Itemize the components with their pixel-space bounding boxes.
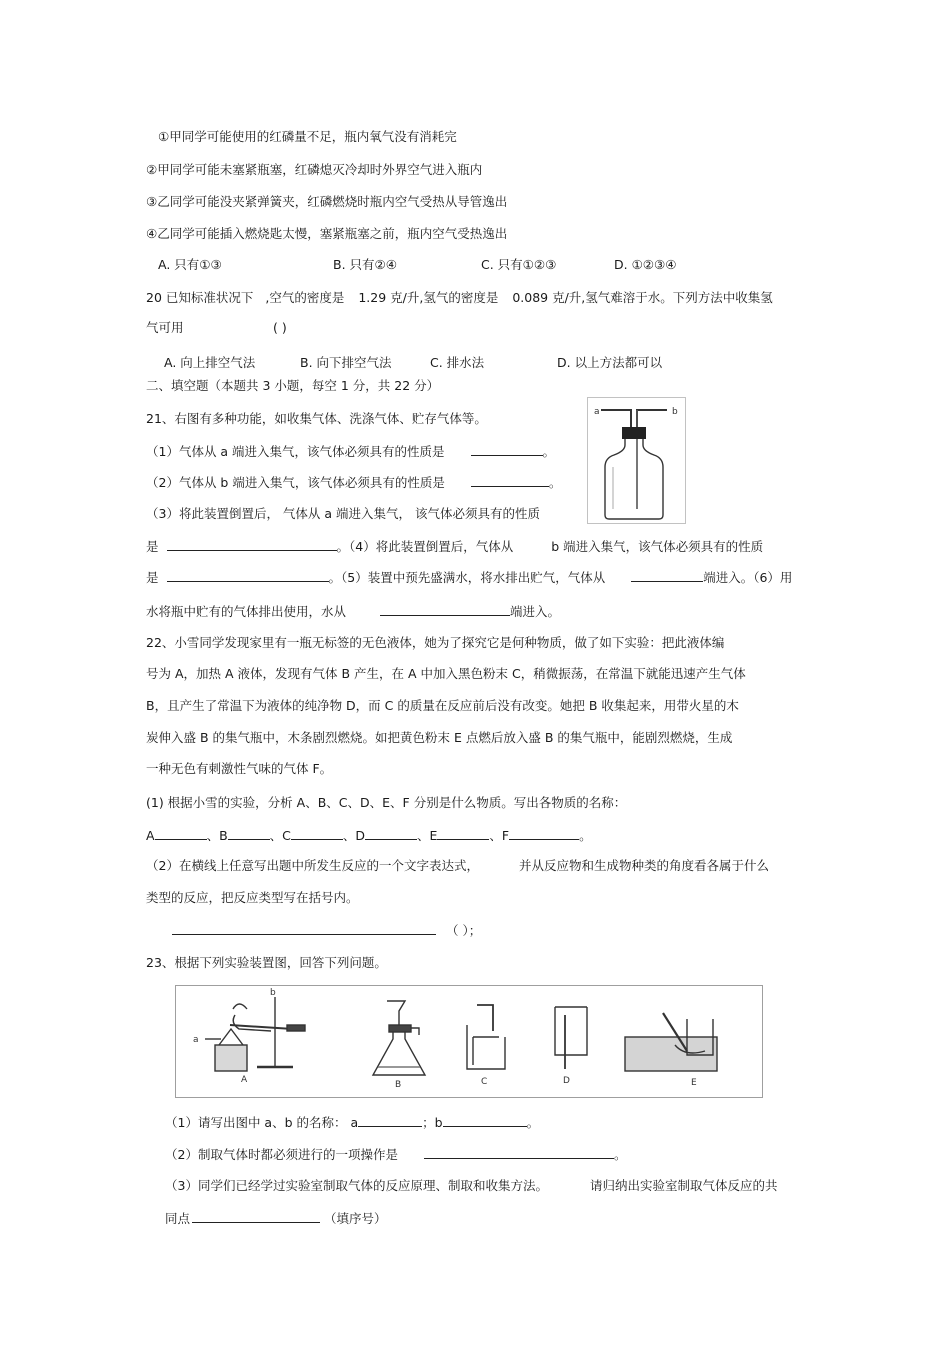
q23-blank-common[interactable] — [192, 1210, 320, 1223]
q23-part-1-b: ；b — [422, 1115, 443, 1130]
q22-names-row — [146, 827, 592, 844]
q22-blank-d[interactable] — [365, 827, 417, 840]
q21-part-6-text: 水将瓶中贮有的气体排出使用，水从 — [146, 604, 347, 619]
q22-part-2-text-a: （2）在横线上任意写出题中所发生反应的一个文字表达式， — [146, 858, 479, 873]
q23-stem: 23、根据下列实验装置图，回答下列问题。 — [146, 955, 387, 970]
q22-line-1: 22、小雪同学发现家里有一瓶无标签的无色液体，她为了探究它是何种物质，做了如下实验：把此液体编 — [146, 635, 725, 650]
q23-part-1 — [165, 1114, 539, 1131]
q20-option-c: C. 排水法 — [430, 355, 485, 370]
q20-option-d: D. 以上方法都可以 — [557, 355, 663, 370]
q22-line-2: 号为 A，加热 A 液体，发现有气体 B 产生，在 A 中加入黑色粉末 C，稍微振荡，在常温下就能迅速产生气体 — [146, 666, 746, 681]
apparatus-label-D: D — [563, 1076, 570, 1086]
q22-reaction-type-paren: （ ）； — [445, 923, 482, 938]
q21-part-6-end: 端进入。 — [510, 604, 561, 619]
gas-bottle-label-a: a — [594, 407, 600, 417]
q22-line-5: 一种无色有刺激性气味的气体 F。 — [146, 761, 333, 776]
q22-label-b: 、B — [206, 828, 228, 843]
section-2-heading: 二、填空题（本题共 3 小题，每空 1 分，共 22 分） — [146, 378, 440, 393]
q20-part-1: 20 已知标准状况下 — [146, 290, 254, 305]
q21-blank-1[interactable] — [471, 443, 543, 456]
q22-part-2-cont: 类型的反应，把反应类型写在括号内。 — [146, 890, 359, 905]
q22-label-d: 、D — [342, 828, 366, 843]
q22-line-3: B，且产生了常温下为液体的纯净物 D，而 C 的质量在反应前后没有改变。她把 B 收集起来，用带火星的木 — [146, 698, 739, 713]
q21-blank-2[interactable] — [471, 474, 549, 487]
q22-line-4: 炭伸入盛 B 的集气瓶中，木条剧烈燃烧。如把黄色粉末 E 点燃后放入盛 B 的集气瓶中，能剧烈燃烧，生成 — [146, 730, 733, 745]
q21-part-4-cont — [146, 569, 792, 586]
q20-part-2: ,空气的密度是 — [265, 290, 345, 305]
q22-blank-a[interactable] — [155, 827, 207, 840]
apparatus-figure — [175, 985, 763, 1098]
q21-part-1-text: （1）气体从 a 端进入集气，该气体必须具有的性质是 — [146, 444, 445, 459]
q23-part-3-cont — [165, 1210, 387, 1227]
q21-part-4-text: 。（4）将此装置倒置后，气体从 — [336, 539, 514, 554]
q23-part-2-end: 。 — [613, 1147, 627, 1162]
q23-blank-a[interactable] — [358, 1114, 422, 1127]
q19-option-c: C. 只有①②③ — [481, 257, 557, 272]
q22-part-1: (1) 根据小雪的实验，分析 A、B、C、D、E、F 分别是什么物质。写出各物质的名称： — [146, 795, 627, 810]
q22-names-end: 。 — [579, 828, 592, 843]
q21-part-5-text-b: 端进入。（6）用 — [703, 570, 793, 585]
q21-blank-4[interactable] — [167, 569, 329, 582]
q23-part-3 — [165, 1178, 777, 1194]
q23-part-3-hint: （填序号） — [324, 1211, 387, 1226]
q19-option-b: B. 只有②④ — [333, 257, 397, 272]
q23-blank-b[interactable] — [443, 1114, 527, 1127]
q21-stem: 21、右图有多种功能，如收集气体、洗涤气体、贮存气体等。 — [146, 411, 487, 426]
q20-part-3: 1.29 克/升,氢气的密度是 — [358, 290, 499, 305]
apparatus-label-small-b: b — [270, 988, 276, 998]
q23-part-3-label: 同点 — [165, 1211, 191, 1226]
q21-part-4-text-b: b 端进入集气，该气体必须具有的性质 — [551, 539, 764, 554]
q21-blank-3[interactable] — [167, 538, 337, 551]
q23-part-2 — [165, 1146, 626, 1163]
q23-part-1-end: 。 — [526, 1115, 540, 1130]
q23-part-2-text: （2）制取气体时都必须进行的一项操作是 — [165, 1147, 398, 1162]
q22-blank-c[interactable] — [291, 827, 343, 840]
q22-part-2-text-b: 并从反应物和生成物种类的角度看各属于什么 — [518, 858, 769, 873]
q21-blank-6[interactable] — [380, 603, 510, 616]
q22-part-2 — [146, 858, 769, 874]
q21-period-2: 。 — [548, 475, 562, 490]
q22-equation-blank[interactable] — [172, 922, 436, 935]
apparatus-label-B: B — [395, 1080, 402, 1090]
q19-statement-2: ②甲同学可能未塞紧瓶塞，红磷熄灭冷却时外界空气进入瓶内 — [146, 162, 483, 177]
q19-statement-1: ①甲同学可能使用的红磷量不足，瓶内氧气没有消耗完 — [158, 129, 457, 144]
q23-part-3-text-b: 请归纳出实验室制取气体反应的共 — [589, 1178, 778, 1193]
q21-part-3: （3）将此装置倒置后， 气体从 a 端进入集气， 该气体必须具有的性质 — [146, 506, 541, 521]
apparatus-label-C: C — [481, 1077, 488, 1087]
q23-part-3-text-a: （3）同学们已经学过实验室制取气体的反应原理、制取和收集方法。 — [165, 1178, 548, 1193]
apparatus-label-E: E — [691, 1078, 697, 1088]
q23-part-1-text: （1）请写出图中 a、b 的名称： a — [165, 1115, 359, 1130]
q20-option-a: A. 向上排空气法 — [164, 355, 256, 370]
gas-bottle-figure — [587, 397, 686, 524]
q19-statement-3: ③乙同学可能没夹紧弹簧夹，红磷燃烧时瓶内空气受热从导管逸出 — [146, 194, 508, 209]
q21-part-5-text: 。（5）装置中预先盛满水，将水排出贮气，气体从 — [328, 570, 606, 585]
q20-answer-paren: ( ) — [273, 320, 287, 335]
apparatus-label-small-a: a — [193, 1035, 199, 1045]
q22-label-e: 、E — [417, 828, 438, 843]
q22-blank-f[interactable] — [509, 827, 579, 840]
q19-statement-4: ④乙同学可能插入燃烧匙太慢，塞紧瓶塞之前，瓶内空气受热逸出 — [146, 226, 508, 241]
q21-part-2-text: （2）气体从 b 端进入集气，该气体必须具有的性质是 — [146, 475, 445, 490]
gas-bottle-label-b: b — [672, 407, 678, 417]
q21-part-2 — [146, 474, 561, 491]
apparatus-label-A: A — [241, 1075, 248, 1085]
q22-blank-b[interactable] — [228, 827, 270, 840]
q20-part-4: 0.089 克/升,氢气难溶于水。下列方法中收集氢 — [512, 290, 773, 305]
q22-label-f: 、F — [489, 828, 510, 843]
q23-blank-operation[interactable] — [424, 1146, 614, 1159]
q22-equation-row — [172, 922, 481, 939]
q21-period-1: 。 — [542, 444, 556, 459]
q22-label-c: 、C — [269, 828, 291, 843]
q19-option-a: A. 只有①③ — [158, 257, 222, 272]
q21-part-4-shi: 是 — [146, 570, 159, 585]
q22-label-a: A — [146, 828, 155, 843]
q20-line-1 — [146, 290, 773, 306]
q21-blank-5[interactable] — [631, 569, 703, 582]
q19-option-d: D. ①②③④ — [614, 257, 677, 272]
q20-option-b: B. 向下排空气法 — [300, 355, 392, 370]
q21-part-3-cont — [146, 538, 763, 555]
q21-part-3-shi: 是 — [146, 539, 159, 554]
q22-blank-e[interactable] — [437, 827, 489, 840]
q20-line-2: 气可用 — [146, 320, 184, 335]
q21-part-1 — [146, 443, 555, 460]
q21-part-6 — [146, 603, 560, 620]
